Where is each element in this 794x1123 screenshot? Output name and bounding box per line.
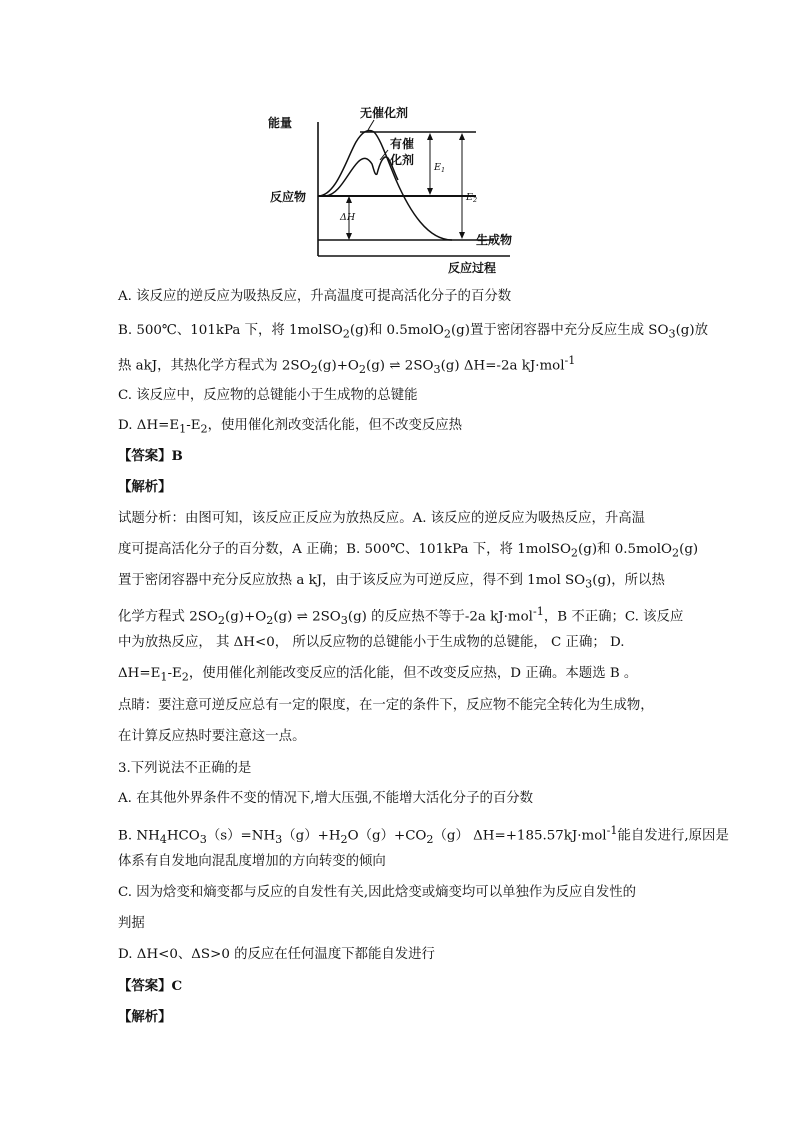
catalyst-label-2: 化剂 <box>390 153 415 167</box>
q3-option-a: A. 在其他外界条件不变的情况下,增大压强,不能增大活化分子的百分数 <box>118 791 534 806</box>
no-catalyst-pointer <box>368 120 374 130</box>
q2-tip-line2: 在计算反应热时要注意这一点。 <box>118 729 306 744</box>
q3-option-c-line2: 判据 <box>118 916 145 931</box>
q3-option-b-line1: B. $NH_4HCO_3(s)=NH_3(g)+H_2O(g)+CO_2(g)$ ΔH=+185.57kJ·mol$^{-1}$能自发进行,原因是 <box>118 824 729 847</box>
x-axis-label: 反应过程 <box>448 261 497 275</box>
q3-analysis-head: 【解析】 <box>118 1009 172 1025</box>
energy-diagram <box>262 100 542 280</box>
catalyst-label-1: 有催 <box>390 137 415 151</box>
q3-option-b-line2: 体系有自发地向混乱度增加的方向转变的倾向 <box>118 854 386 869</box>
reactant-label: 反应物 <box>270 190 307 204</box>
dh-label: ΔH <box>340 212 356 223</box>
curve-no-catalyst <box>318 130 452 240</box>
q2-analysis-line2: 度可提高活化分子的百分数，A 正确；B. 500℃、101kPa 下，将 1molSO$_2$(g)和 0.5molO$_2$(g) <box>118 542 699 560</box>
q2-analysis-line3: 置于密闭容器中充分反应放热 a kJ，由于该反应为可逆反应，得不到 1mol $SO_3(g)$，所以热 <box>118 573 665 591</box>
reversible-arrow: ⇌ <box>389 358 401 374</box>
q2-option-d: D. $\Delta H=E_1-E_2$，使用催化剂改变活化能，但不改变反应热 <box>118 418 463 436</box>
product-label: 生成物 <box>476 233 513 247</box>
q2-option-c: C. 该反应中，反应物的总键能小于生成物的总键能 <box>118 388 418 403</box>
q2-analysis-line5: 中为放热反应， 其 ΔH<0， 所以反应物的总键能小于生成物的总键能， C 正确； D. <box>118 635 625 650</box>
q2-tip-line1: 点睛：要注意可逆反应总有一定的限度，在一定的条件下，反应物不能完全转化为生成物， <box>118 698 654 713</box>
energy-diagram-svg <box>262 100 542 280</box>
q3-answer: 【答案】C <box>118 978 183 994</box>
q3-option-c-line1: C. 因为焓变和熵变都与反应的自发性有关,因此焓变或熵变均可以单独作为反应自发性的 <box>118 885 636 900</box>
y-axis-label: 能量 <box>268 116 293 130</box>
q2-option-b-line1: B. 500℃、101kPa 下，将 1molSO$_2$(g)和 0.5molO$_2$(g)置于密闭容器中充分反应生成 $SO_3(g)$放 <box>118 323 708 341</box>
q2-option-b-line2: 热 akJ，其热化学方程式为 $2SO_2(g)+O_2(g)$ ⇌ $2SO_3(g)$ ΔH=-2a kJ·mol$^{-1}$ <box>118 354 576 377</box>
q2-answer: 【答案】B <box>118 448 183 464</box>
e1-label: $E_1$ <box>434 162 446 174</box>
curve-with-catalyst <box>326 157 398 196</box>
e2-label: $E_2$ <box>466 192 478 204</box>
q2-analysis-line1: 试题分析：由图可知，该反应正反应为放热反应。A. 该反应的逆反应为吸热反应，升高温 <box>118 511 646 526</box>
q2-analysis-head: 【解析】 <box>118 479 172 495</box>
q3-option-d: D. ΔH<0、ΔS>0 的反应在任何温度下都能自发进行 <box>118 947 435 962</box>
q2-analysis-line4: 化学方程式 $2SO_2(g)+O_2(g)$ ⇌ $2SO_3(g)$ 的反应热不等于-2a kJ·mol$^{-1}$，B 不正确；C. 该反应 <box>118 605 684 628</box>
no-catalyst-label: 无催化剂 <box>360 106 409 120</box>
q3-stem: 3.下列说法不正确的是 <box>118 761 252 776</box>
q2-analysis-line6: $\Delta H=E_1-E_2$，使用催化剂能改变反应的活化能，但不改变反应热，D 正确。本题选 B 。 <box>118 666 638 684</box>
q2-option-a: A. 该反应的逆反应为吸热反应，升高温度可提高活化分子的百分数 <box>118 289 512 304</box>
